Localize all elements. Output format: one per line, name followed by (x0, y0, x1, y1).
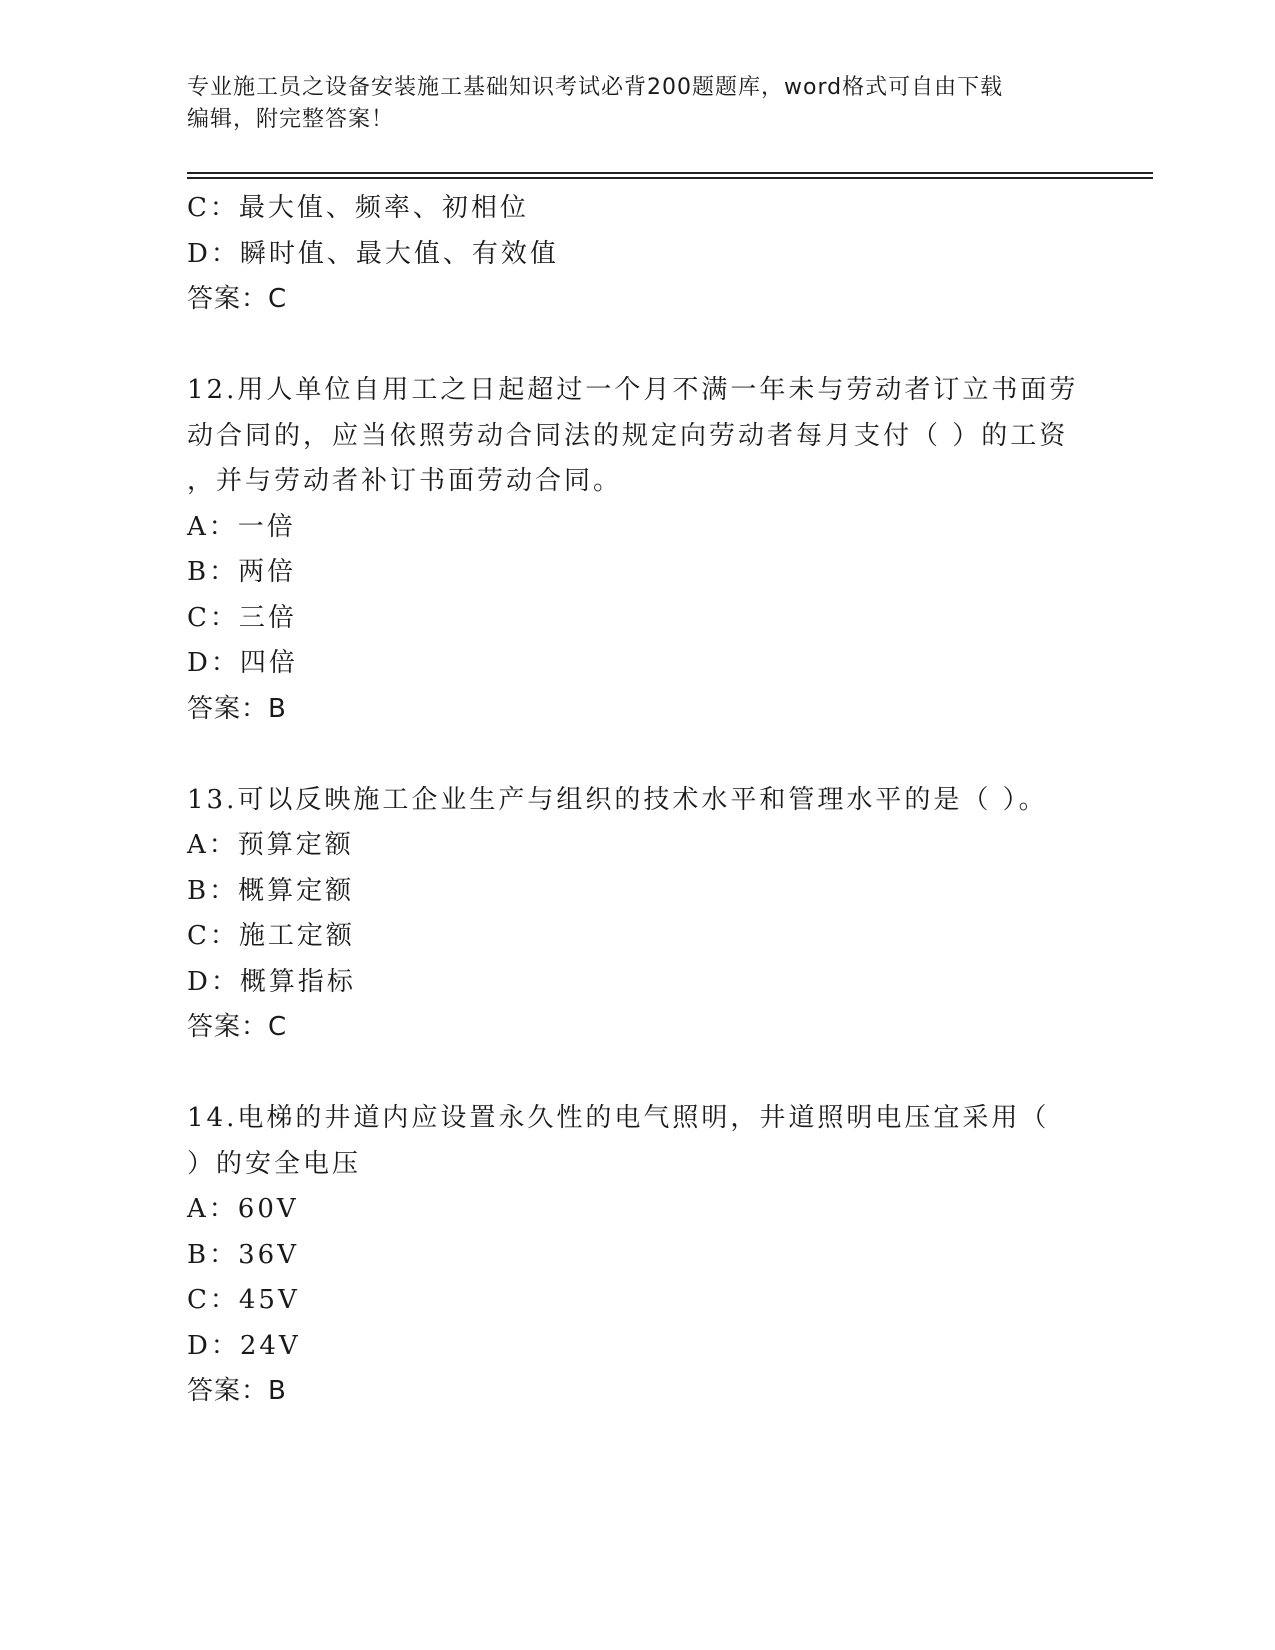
answer-line: 答案：C (187, 1012, 288, 1042)
document-header (187, 72, 1087, 136)
option-item: D：瞬时值、最大值、有效值 (187, 238, 559, 269)
header-title-line-1: 专业施工员之设备安装施工基础知识考试必背200题题库，word格式可自由下载 (187, 75, 1004, 100)
question-block-14 (187, 1096, 1087, 1415)
header-title-line-2: 编辑，附完整答案！ (187, 107, 395, 132)
question-block-13 (187, 778, 1087, 1051)
prev-question-block (187, 186, 1087, 323)
question-content (187, 186, 1087, 1415)
option-item: A：一倍 (187, 511, 296, 542)
option-item: C：施工定额 (187, 921, 355, 951)
option-item: A：60V (187, 1194, 299, 1224)
option-item: B：36V (187, 1239, 299, 1270)
answer-line: 答案：C (187, 284, 288, 314)
question-text-line: 动合同的，应当依照劳动合同法的规定向劳动者每月支付（ ）的工资 (187, 420, 1069, 451)
option-item: C：三倍 (187, 602, 297, 633)
option-item: D：四倍 (187, 648, 298, 678)
question-text-line: 13.可以反映施工企业生产与组织的技术水平和管理水平的是（ ）。 (187, 784, 1048, 815)
question-block-12 (187, 368, 1087, 732)
option-item: D：24V (187, 1330, 301, 1361)
answer-line: 答案：B (187, 1376, 287, 1406)
option-item: C：45V (187, 1285, 300, 1315)
question-text-line: ）的安全电压 (187, 1148, 362, 1179)
option-item: B：两倍 (187, 557, 297, 587)
option-item: D：概算指标 (187, 966, 356, 997)
question-text-line: 14.电梯的井道内应设置永久性的电气照明，井道照明电压宜采用（ (187, 1103, 1050, 1133)
header-rule-top (187, 172, 1153, 174)
question-text-line: 12.用人单位自用工之日起超过一个月不满一年未与劳动者订立书面劳 (187, 375, 1079, 405)
option-item: A：预算定额 (187, 830, 354, 860)
option-item: C：最大值、频率、初相位 (187, 193, 529, 223)
answer-line: 答案：B (187, 693, 287, 724)
header-rule-bottom (187, 177, 1153, 179)
question-text-line: ，并与劳动者补订书面劳动合同。 (187, 466, 623, 496)
option-item: B：概算定额 (187, 875, 355, 906)
